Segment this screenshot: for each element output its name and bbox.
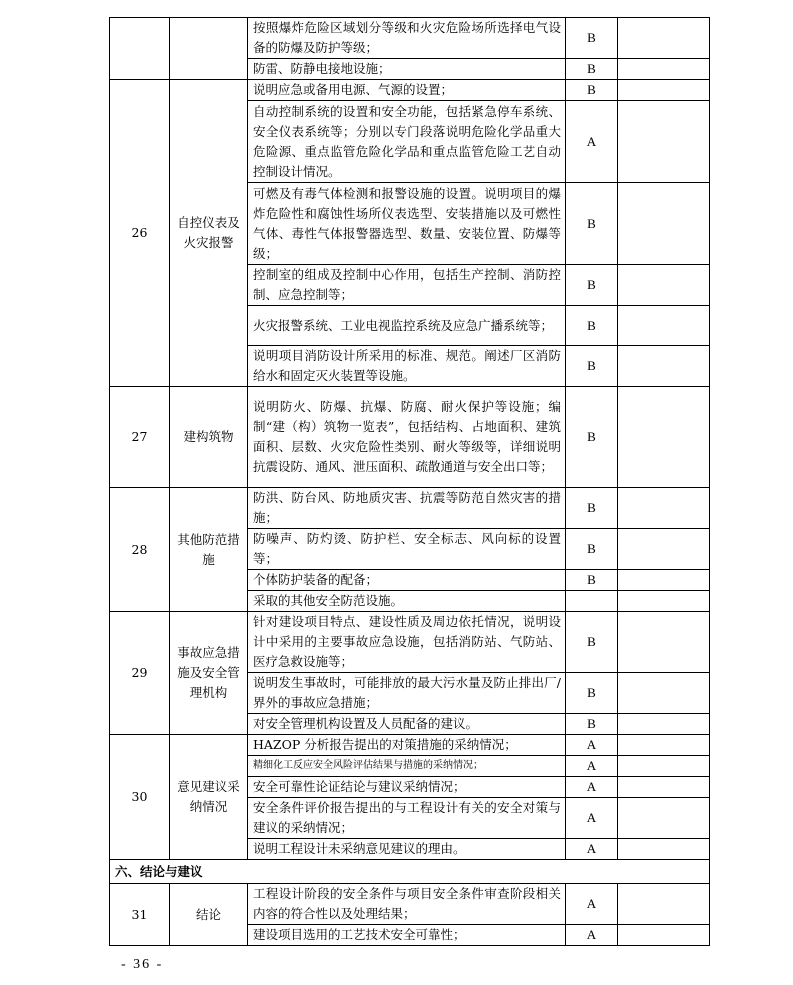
- table-row: [110, 18, 710, 59]
- item-cell: 建设项目选用的工艺技术安全可靠性；: [248, 925, 566, 946]
- remark-cell: [618, 488, 710, 529]
- item-number: 31: [110, 884, 170, 946]
- grade-cell: A: [566, 735, 618, 756]
- grade-cell: B: [566, 387, 618, 488]
- remark-cell: [618, 777, 710, 798]
- grade-cell: B: [566, 59, 618, 80]
- table-row: [110, 80, 710, 101]
- remark-cell: [618, 18, 710, 59]
- grade-cell: [566, 591, 618, 612]
- item-number: 30: [110, 735, 170, 860]
- remark-cell: [618, 80, 710, 101]
- remark-cell: [618, 346, 710, 387]
- item-cell: 按照爆炸危险区域划分等级和火灾危险场所选择电气设备的防爆及防护等级；: [248, 18, 566, 59]
- grade-cell: B: [566, 306, 618, 346]
- grade-cell: B: [566, 80, 618, 101]
- item-cell: 自动控制系统的设置和安全功能，包括紧急停车系统、安全仪表系统等；分别以专门段落说明危险化学品重大危险源、重点监管危险化学品和重点监管危险工艺自动控制设计情况。: [248, 101, 566, 183]
- table-row: [110, 387, 710, 488]
- table-row: [110, 612, 710, 673]
- item-cell: 防雷、防静电接地设施；: [248, 59, 566, 80]
- item-cell: 说明发生事故时，可能排放的最大污水量及防止排出厂/界外的事故应急措施；: [248, 673, 566, 714]
- item-cell: 安全可靠性论证结论与建议采纳情况；: [248, 777, 566, 798]
- grade-cell: A: [566, 101, 618, 183]
- grade-cell: B: [566, 529, 618, 570]
- remark-cell: [618, 714, 710, 735]
- remark-cell: [618, 265, 710, 306]
- item-cell: 防洪、防台风、防地质灾害、抗震等防范自然灾害的措施；: [248, 488, 566, 529]
- item-number: 29: [110, 612, 170, 735]
- item-cell: 对安全管理机构设置及人员配备的建议。: [248, 714, 566, 735]
- item-cell: 针对建设项目特点、建设性质及周边依托情况，说明设计中采用的主要事故应急设施，包括消防站、气防站、医疗急救设施等；: [248, 612, 566, 673]
- grade-cell: B: [566, 714, 618, 735]
- remark-cell: [618, 612, 710, 673]
- table-row: [110, 488, 710, 529]
- category-cell-empty: [170, 18, 248, 80]
- remark-cell: [618, 101, 710, 183]
- safety-review-table: [109, 17, 710, 946]
- grade-cell: B: [566, 265, 618, 306]
- number-cell-empty: [110, 18, 170, 80]
- section-heading: 六、结论与建议: [110, 860, 710, 884]
- item-cell: HAZOP 分析报告提出的对策措施的采纳情况；: [248, 735, 566, 756]
- grade-cell: B: [566, 570, 618, 591]
- remark-cell: [618, 756, 710, 777]
- item-cell: 说明防火、防爆、抗爆、防腐、耐火保护等设施；编制“建（构）筑物一览表”，包括结构、占地面积、建筑面积、层数、火灾危险性类别、耐火等级等，详细说明抗震设防、通风、泄压面积、疏散通道与安全出口等；: [248, 387, 566, 488]
- item-cell: 工程设计阶段的安全条件与项目安全条件审查阶段相关内容的符合性以及处理结果；: [248, 884, 566, 925]
- item-number: 27: [110, 387, 170, 488]
- grade-cell: B: [566, 18, 618, 59]
- category-label: 自控仪表及火灾报警: [170, 80, 248, 387]
- remark-cell: [618, 591, 710, 612]
- item-cell: 采取的其他安全防范设施。: [248, 591, 566, 612]
- remark-cell: [618, 839, 710, 860]
- item-cell: 可燃及有毒气体检测和报警设施的设置。说明项目的爆炸危险性和腐蚀性场所仪表选型、安装措施以及可燃性气体、毒性气体报警器选型、数量、安装位置、防爆等级；: [248, 183, 566, 265]
- remark-cell: [618, 735, 710, 756]
- remark-cell: [618, 529, 710, 570]
- grade-cell: A: [566, 839, 618, 860]
- section-header-row: [110, 860, 710, 884]
- item-number: 26: [110, 80, 170, 387]
- table-row: [110, 884, 710, 925]
- remark-cell: [618, 925, 710, 946]
- item-number: 28: [110, 488, 170, 612]
- grade-cell: A: [566, 925, 618, 946]
- item-cell: 说明应急或备用电源、气源的设置；: [248, 80, 566, 101]
- item-cell: 个体防护装备的配备；: [248, 570, 566, 591]
- grade-cell: A: [566, 798, 618, 839]
- item-cell: 安全条件评价报告提出的与工程设计有关的安全对策与建议的采纳情况；: [248, 798, 566, 839]
- remark-cell: [618, 673, 710, 714]
- grade-cell: B: [566, 673, 618, 714]
- remark-cell: [618, 884, 710, 925]
- item-cell: 防噪声、防灼烫、防护栏、安全标志、风向标的设置等；: [248, 529, 566, 570]
- item-cell: 火灾报警系统、工业电视监控系统及应急广播系统等；: [248, 306, 566, 346]
- remark-cell: [618, 183, 710, 265]
- remark-cell: [618, 59, 710, 80]
- table-row: [110, 735, 710, 756]
- category-label: 结论: [170, 884, 248, 946]
- item-cell: 控制室的组成及控制中心作用，包括生产控制、消防控制、应急控制等；: [248, 265, 566, 306]
- category-label: 事故应急措施及安全管理机构: [170, 612, 248, 735]
- item-cell: 说明项目消防设计所采用的标准、规范。阐述厂区消防给水和固定灭火装置等设施。: [248, 346, 566, 387]
- remark-cell: [618, 306, 710, 346]
- grade-cell: A: [566, 777, 618, 798]
- item-cell: 说明工程设计未采纳意见建议的理由。: [248, 839, 566, 860]
- grade-cell: B: [566, 183, 618, 265]
- remark-cell: [618, 570, 710, 591]
- category-label: 意见建议采纳情况: [170, 735, 248, 860]
- grade-cell: A: [566, 884, 618, 925]
- item-cell: 精细化工反应安全风险评估结果与措施的采纳情况；: [248, 756, 566, 777]
- remark-cell: [618, 387, 710, 488]
- page-number: - 36 -: [121, 957, 164, 972]
- grade-cell: B: [566, 346, 618, 387]
- category-label: 其他防范措施: [170, 488, 248, 612]
- category-label: 建构筑物: [170, 387, 248, 488]
- remark-cell: [618, 798, 710, 839]
- grade-cell: B: [566, 612, 618, 673]
- grade-cell: B: [566, 488, 618, 529]
- grade-cell: A: [566, 756, 618, 777]
